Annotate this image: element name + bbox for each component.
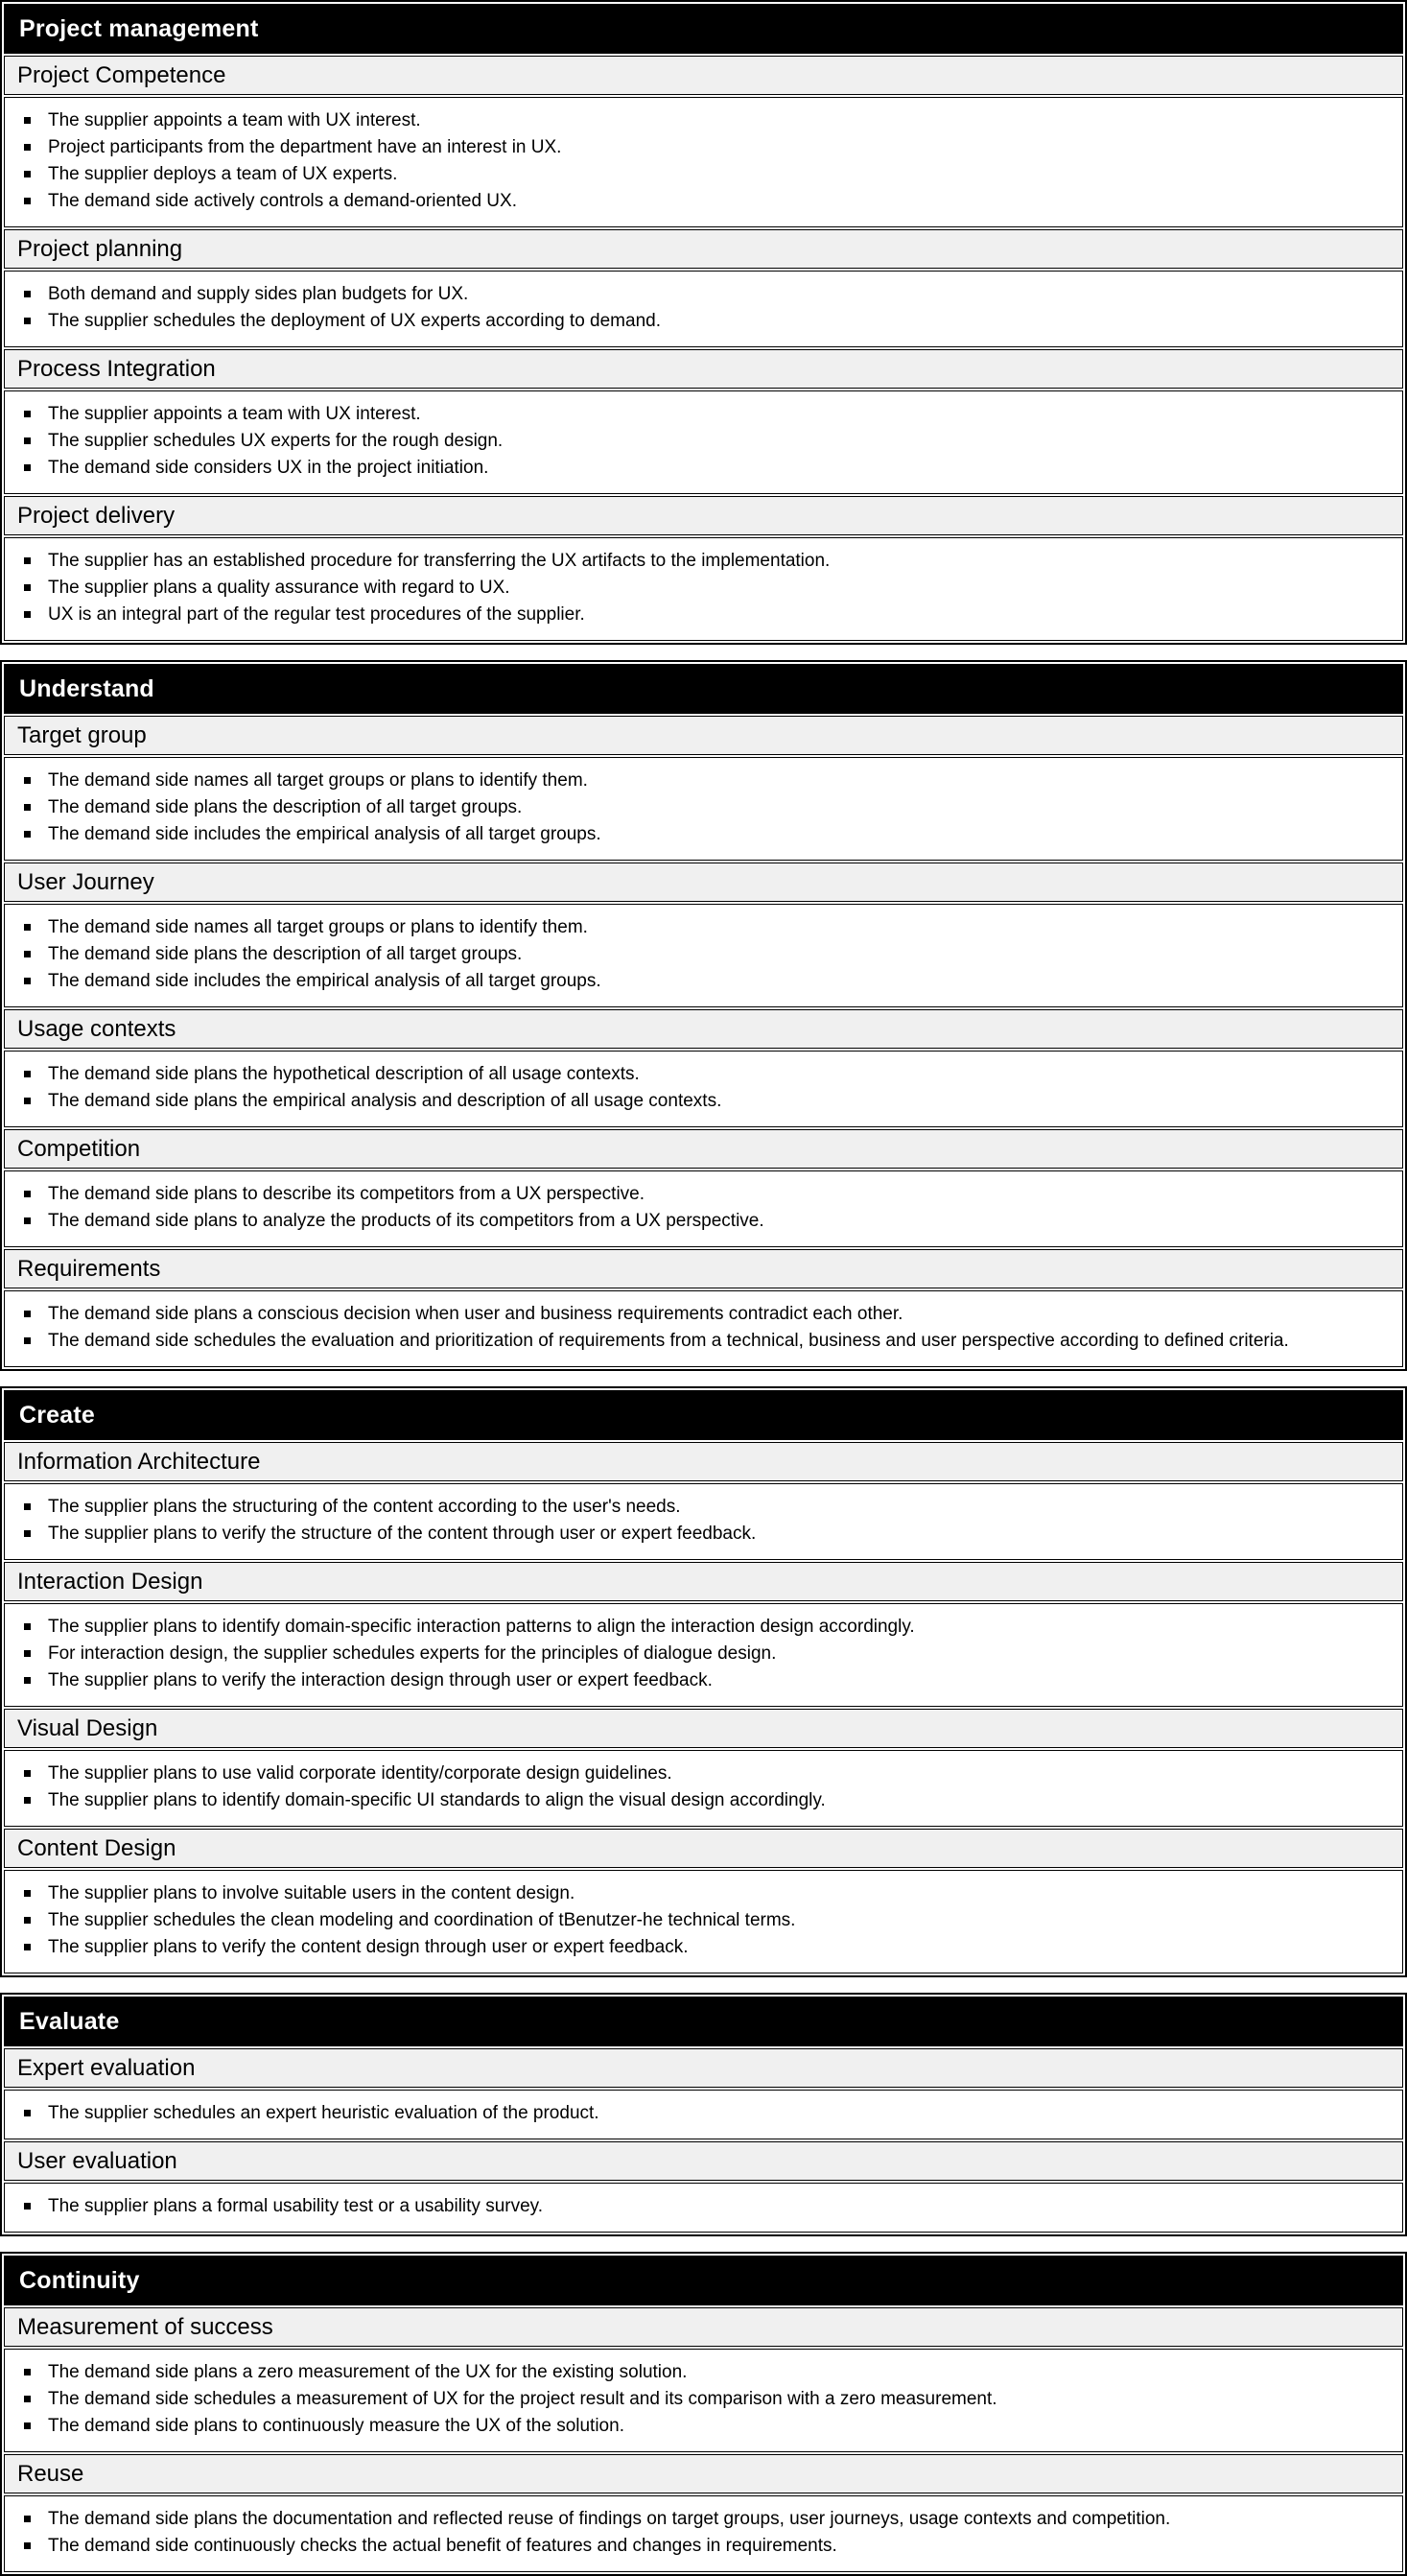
criteria-list <box>5 1761 1402 1813</box>
criteria-text: The demand side plans to analyze the products of its competitors from a UX perspective. <box>48 1211 764 1231</box>
criteria-item <box>48 2101 1381 2126</box>
criteria-list <box>5 1615 1402 1693</box>
criteria-list <box>5 108 1402 214</box>
criteria-text: The supplier schedules the clean modeling and coordination of tBenutzer-he technical terms. <box>48 1910 796 1930</box>
bullet-square-icon <box>24 1311 31 1317</box>
bullet-square-icon <box>24 171 31 177</box>
criteria-item <box>48 429 1381 454</box>
criteria-list <box>5 768 1402 847</box>
criteria-item <box>48 456 1381 481</box>
criteria-list <box>5 1302 1402 1354</box>
bullet-square-icon <box>24 2203 31 2210</box>
criteria-item <box>48 2534 1381 2559</box>
criteria-text: The supplier plans to verify the content design through user or expert feedback. <box>48 1937 689 1957</box>
bullet-square-icon <box>24 1623 31 1630</box>
bullet-square-icon <box>24 291 31 297</box>
bullet-square-icon <box>24 978 31 984</box>
section-header: Create <box>4 1390 1403 1440</box>
subsection-header: Visual Design <box>4 1709 1403 1748</box>
criteria-text: The demand side plans the hypothetical description of all usage contexts. <box>48 1064 640 1084</box>
criteria-item <box>48 1495 1381 1520</box>
subsection-header: Content Design <box>4 1829 1403 1868</box>
criteria-cell <box>4 1483 1403 1560</box>
criteria-item <box>48 1788 1381 1813</box>
criteria-cell <box>4 904 1403 1007</box>
criteria-item <box>48 1302 1381 1327</box>
bullet-square-icon <box>24 1530 31 1537</box>
bullet-square-icon <box>24 584 31 591</box>
criteria-item <box>48 402 1381 427</box>
criteria-item <box>48 1615 1381 1640</box>
bullet-square-icon <box>24 464 31 471</box>
criteria-text: The demand side schedules a measurement of UX for the project result and its comparison with a zero measurement. <box>48 2389 997 2409</box>
criteria-list <box>5 1062 1402 1114</box>
criteria-list <box>5 549 1402 627</box>
criteria-cell <box>4 390 1403 494</box>
criteria-item <box>48 1935 1381 1960</box>
criteria-cell <box>4 97 1403 227</box>
subsection-header: Project delivery <box>4 496 1403 535</box>
criteria-text: The supplier appoints a team with UX interest. <box>48 404 421 424</box>
subsection-header: Project Competence <box>4 56 1403 95</box>
criteria-text: The demand side names all target groups or plans to identify them. <box>48 917 588 937</box>
criteria-item <box>48 795 1381 820</box>
bullet-square-icon <box>24 1337 31 1344</box>
criteria-item <box>48 2387 1381 2412</box>
subsection-header: Target group <box>4 716 1403 755</box>
criteria-item <box>48 942 1381 967</box>
bullet-square-icon <box>24 411 31 417</box>
bullet-square-icon <box>24 831 31 838</box>
criteria-item <box>48 1761 1381 1786</box>
criteria-text: For interaction design, the supplier schedules experts for the principles of dialogue design. <box>48 1643 777 1664</box>
criteria-text: The supplier has an established procedure for transferring the UX artifacts to the implementation. <box>48 551 831 571</box>
subsection-header: User evaluation <box>4 2141 1403 2181</box>
bullet-square-icon <box>24 1503 31 1510</box>
criteria-text: The supplier schedules the deployment of UX experts according to demand. <box>48 311 661 331</box>
bullet-square-icon <box>24 318 31 324</box>
criteria-text: The demand side plans a conscious decision when user and business requirements contradict each other. <box>48 1304 903 1324</box>
subsection-header: Requirements <box>4 1249 1403 1288</box>
criteria-text: The supplier deploys a team of UX experts. <box>48 164 398 184</box>
subsection-header: Interaction Design <box>4 1562 1403 1601</box>
bullet-square-icon <box>24 924 31 931</box>
criteria-text: The demand side actively controls a demand-oriented UX. <box>48 191 517 211</box>
criteria-text: The demand side plans the description of all target groups. <box>48 944 523 964</box>
bullet-square-icon <box>24 144 31 151</box>
subsection-header: Reuse <box>4 2454 1403 2493</box>
bullet-square-icon <box>24 1944 31 1950</box>
criteria-item <box>48 282 1381 307</box>
criteria-text: The supplier plans a formal usability test or a usability survey. <box>48 2196 544 2216</box>
criteria-cell <box>4 2090 1403 2139</box>
section-header: Continuity <box>4 2256 1403 2305</box>
section-header: Understand <box>4 664 1403 714</box>
criteria-cell <box>4 2183 1403 2233</box>
criteria-text: The supplier plans to involve suitable users in the content design. <box>48 1883 575 1903</box>
criteria-text: The supplier appoints a team with UX interest. <box>48 110 421 130</box>
criteria-cell <box>4 1870 1403 1973</box>
criteria-item <box>48 1209 1381 1234</box>
bullet-square-icon <box>24 1191 31 1197</box>
criteria-item <box>48 822 1381 847</box>
criteria-list <box>5 1182 1402 1234</box>
bullet-square-icon <box>24 2542 31 2549</box>
bullet-square-icon <box>24 2516 31 2522</box>
bullet-square-icon <box>24 437 31 444</box>
criteria-text: The supplier schedules UX experts for the rough design. <box>48 431 504 451</box>
criteria-list <box>5 282 1402 334</box>
bullet-square-icon <box>24 2369 31 2375</box>
criteria-item <box>48 162 1381 187</box>
bullet-square-icon <box>24 1770 31 1777</box>
bullet-square-icon <box>24 1098 31 1104</box>
criteria-text: The demand side includes the empirical analysis of all target groups. <box>48 824 601 844</box>
subsection-header: Competition <box>4 1129 1403 1169</box>
criteria-item <box>48 2360 1381 2385</box>
section-table <box>0 2252 1407 2576</box>
bullet-square-icon <box>24 611 31 618</box>
criteria-list <box>5 915 1402 994</box>
criteria-item <box>48 2507 1381 2532</box>
section-table <box>0 1386 1407 1977</box>
criteria-item <box>48 1182 1381 1207</box>
section-table <box>0 0 1407 645</box>
criteria-text: The demand side plans the documentation and reflected reuse of findings on target groups, user journeys, usage contexts and competition. <box>48 2509 1171 2529</box>
criteria-item <box>48 1908 1381 1933</box>
criteria-item <box>48 189 1381 214</box>
subsection-header: Measurement of success <box>4 2307 1403 2347</box>
criteria-text: UX is an integral part of the regular test procedures of the supplier. <box>48 604 585 625</box>
criteria-item <box>48 603 1381 627</box>
criteria-cell <box>4 1170 1403 1247</box>
criteria-cell <box>4 1051 1403 1127</box>
bullet-square-icon <box>24 777 31 784</box>
criteria-text: The supplier plans to identify domain-specific interaction patterns to align the interaction design accordingly. <box>48 1617 915 1637</box>
criteria-text: The demand side includes the empirical analysis of all target groups. <box>48 971 601 991</box>
criteria-item <box>48 1881 1381 1906</box>
subsection-header: Usage contexts <box>4 1009 1403 1049</box>
subsection-header: Information Architecture <box>4 1442 1403 1481</box>
criteria-text: The supplier plans to verify the structure of the content through user or expert feedback. <box>48 1524 757 1544</box>
bullet-square-icon <box>24 198 31 204</box>
bullet-square-icon <box>24 1071 31 1077</box>
criteria-text: The demand side names all target groups or plans to identify them. <box>48 770 588 791</box>
criteria-text: The supplier plans to use valid corporate identity/corporate design guidelines. <box>48 1763 672 1784</box>
criteria-cell <box>4 271 1403 347</box>
criteria-item <box>48 1062 1381 1087</box>
criteria-item <box>48 2194 1381 2219</box>
subsection-header: Expert evaluation <box>4 2048 1403 2088</box>
criteria-item <box>48 135 1381 160</box>
criteria-cell <box>4 757 1403 861</box>
criteria-list <box>5 2101 1402 2126</box>
criteria-cell <box>4 2495 1403 2572</box>
section-header: Project management <box>4 4 1403 54</box>
bullet-square-icon <box>24 1917 31 1924</box>
criteria-list <box>5 402 1402 481</box>
bullet-square-icon <box>24 1677 31 1684</box>
criteria-cell <box>4 1750 1403 1827</box>
criteria-text: The demand side considers UX in the project initiation. <box>48 458 489 478</box>
bullet-square-icon <box>24 1217 31 1224</box>
section-table <box>0 660 1407 1371</box>
criteria-item <box>48 2414 1381 2439</box>
criteria-text: The supplier plans the structuring of the content according to the user's needs. <box>48 1497 681 1517</box>
bullet-square-icon <box>24 1797 31 1804</box>
criteria-list <box>5 1881 1402 1960</box>
criteria-text: Project participants from the department have an interest in UX. <box>48 137 562 157</box>
criteria-item <box>48 1329 1381 1354</box>
bullet-square-icon <box>24 1890 31 1897</box>
section-table <box>0 1993 1407 2236</box>
criteria-cell <box>4 2349 1403 2452</box>
criteria-text: The supplier schedules an expert heuristic evaluation of the product. <box>48 2103 599 2123</box>
criteria-item <box>48 108 1381 133</box>
criteria-item <box>48 768 1381 793</box>
subsection-header: Project planning <box>4 229 1403 269</box>
criteria-text: The demand side continuously checks the actual benefit of features and changes in requirements. <box>48 2536 837 2556</box>
criteria-list <box>5 2507 1402 2559</box>
bullet-square-icon <box>24 117 31 124</box>
criteria-item <box>48 969 1381 994</box>
criteria-list <box>5 2360 1402 2439</box>
section-header: Evaluate <box>4 1997 1403 2046</box>
criteria-cell <box>4 1603 1403 1707</box>
criteria-text: The demand side plans a zero measurement of the UX for the existing solution. <box>48 2362 688 2382</box>
subsection-header: User Journey <box>4 863 1403 902</box>
subsection-header: Process Integration <box>4 349 1403 389</box>
bullet-square-icon <box>24 1650 31 1657</box>
criteria-text: The supplier plans to identify domain-specific UI standards to align the visual design accordingly. <box>48 1790 826 1810</box>
criteria-item <box>48 1668 1381 1693</box>
criteria-item <box>48 1642 1381 1666</box>
bullet-square-icon <box>24 2422 31 2429</box>
criteria-list <box>5 2194 1402 2219</box>
criteria-text: The demand side plans the empirical analysis and description of all usage contexts. <box>48 1091 722 1111</box>
bullet-square-icon <box>24 804 31 811</box>
criteria-item <box>48 309 1381 334</box>
criteria-item <box>48 915 1381 940</box>
criteria-item <box>48 549 1381 574</box>
criteria-cell <box>4 537 1403 641</box>
bullet-square-icon <box>24 557 31 564</box>
bullet-square-icon <box>24 2396 31 2402</box>
criteria-text: The demand side schedules the evaluation and prioritization of requirements from a technical, business and user perspective according to defined criteria. <box>48 1331 1289 1351</box>
criteria-text: The supplier plans to verify the interaction design through user or expert feedback. <box>48 1670 713 1690</box>
criteria-text: The supplier plans a quality assurance with regard to UX. <box>48 578 510 598</box>
criteria-text: The demand side plans the description of all target groups. <box>48 797 523 817</box>
criteria-list <box>5 1495 1402 1547</box>
criteria-text: The demand side plans to describe its competitors from a UX perspective. <box>48 1184 645 1204</box>
criteria-item <box>48 576 1381 601</box>
criteria-item <box>48 1522 1381 1547</box>
criteria-text: The demand side plans to continuously measure the UX of the solution. <box>48 2416 624 2436</box>
bullet-square-icon <box>24 951 31 957</box>
criteria-text: Both demand and supply sides plan budgets for UX. <box>48 284 469 304</box>
criteria-cell <box>4 1290 1403 1367</box>
criteria-item <box>48 1089 1381 1114</box>
bullet-square-icon <box>24 2110 31 2116</box>
